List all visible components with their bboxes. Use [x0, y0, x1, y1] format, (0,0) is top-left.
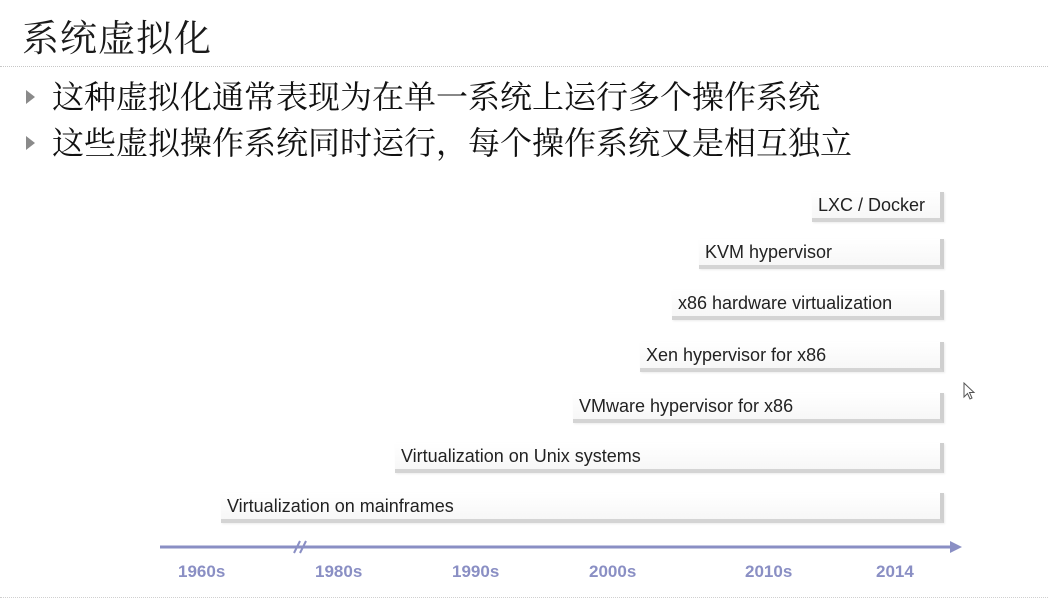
timeline-bar-x86-hw-virt: x86 hardware virtualization	[672, 290, 944, 320]
timeline-bar-unix: Virtualization on Unix systems	[395, 443, 944, 473]
axis-label-2014: 2014	[876, 562, 914, 581]
bottom-divider	[0, 597, 1048, 598]
bullet-text: 这些虚拟操作系统同时运行，每个操作系统又是相互独立	[52, 124, 853, 162]
timeline-bar-xen: Xen hypervisor for x86	[640, 342, 944, 372]
slide-title: 系统虚拟化	[22, 17, 212, 60]
timeline-bar-mainframes: Virtualization on mainframes	[221, 493, 944, 523]
axis-arrowhead	[950, 541, 962, 553]
timeline-bar-lxc-docker: LXC / Docker	[812, 192, 944, 222]
axis-label-1960s: 1960s	[178, 562, 226, 581]
timeline-bar-vmware: VMware hypervisor for x86	[573, 393, 944, 423]
bullet-text: 这种虚拟化通常表现为在单一系统上运行多个操作系统	[52, 78, 821, 116]
mouse-cursor-icon	[963, 382, 977, 402]
axis-label-1980s: 1980s	[315, 562, 363, 581]
timeline-bar-kvm: KVM hypervisor	[699, 239, 944, 269]
axis-label-1990s: 1990s	[452, 562, 500, 581]
axis-label-2000s: 2000s	[589, 562, 637, 581]
axis-label-2010s: 2010s	[745, 562, 793, 581]
